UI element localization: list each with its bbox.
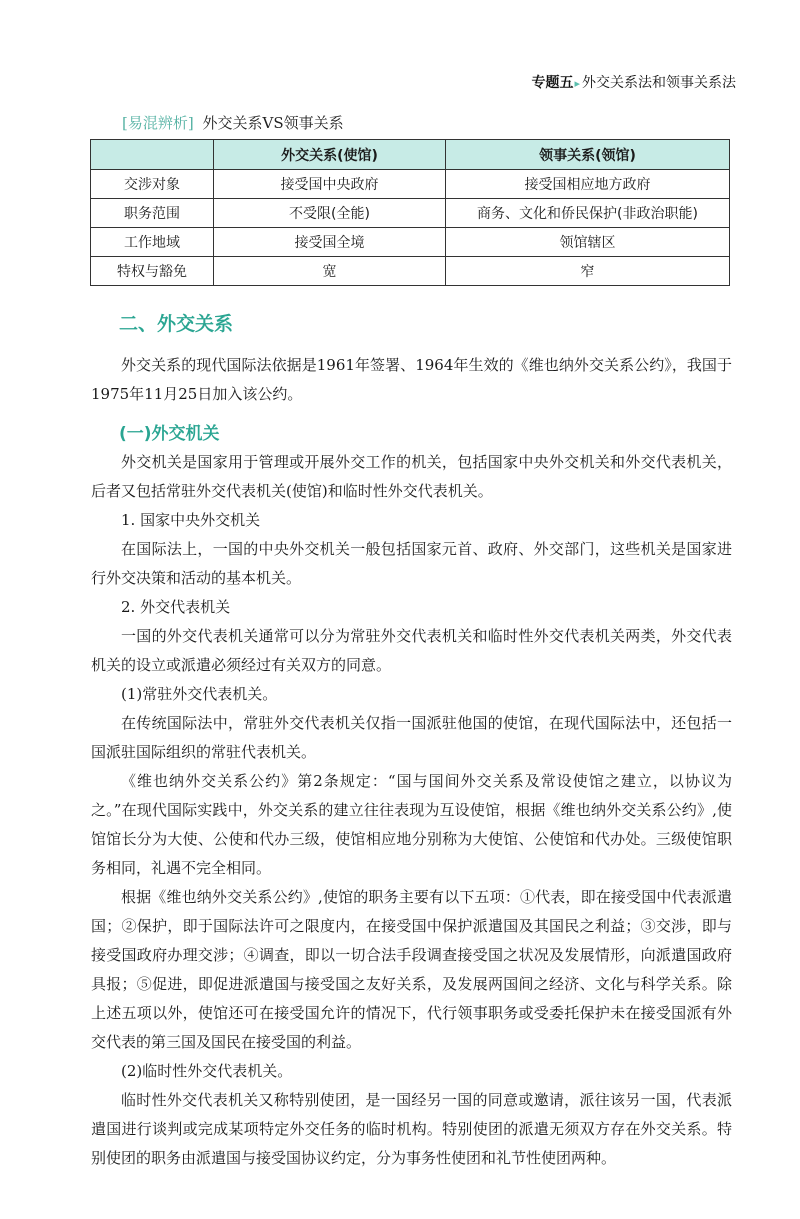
- tip-tag: [易混辨析]: [122, 114, 194, 132]
- table-cell: 领馆辖区: [446, 228, 730, 257]
- table-cell: 工作地域: [91, 228, 214, 257]
- table-header-cell: [91, 140, 214, 170]
- table-row: [91, 228, 730, 257]
- chapter-title: 外交关系法和领事关系法: [582, 75, 736, 91]
- table-header-cell: 外交关系(使馆): [214, 140, 446, 170]
- item-heading: (2)临时性外交代表机关。: [121, 1062, 293, 1080]
- table-cell: 不受限(全能): [214, 199, 446, 228]
- table-cell: 商务、文化和侨民保护(非政治职能): [446, 199, 730, 228]
- tip-title: 外交关系VS领事关系: [202, 114, 344, 132]
- chevron-icon: ▸: [574, 77, 580, 90]
- paragraph: 外交机关是国家用于管理或开展外交工作的机关，包括国家中央外交机关和外交代表机关，后者又包括常驻外交代表机关(使馆)和临时性外交代表机关。: [91, 453, 732, 500]
- item-heading: (1)常驻外交代表机关。: [121, 685, 278, 703]
- table-cell: 交涉对象: [91, 170, 214, 199]
- paragraph: 临时性外交代表机关又称特别使团，是一国经另一国的同意或邀请，派往该另一国，代表派遣国进行谈判或完成某项特定外交任务的临时机构。特别使团的派遣无须双方存在外交关系。特别使团的职务由派遣国与接受国协议约定，分为事务性使团和礼节性使团两种。: [91, 1091, 732, 1167]
- paragraph: 《维也纳外交关系公约》第2条规定：“国与国间外交关系及常设使馆之建立，以协议为之。”在现代国际实践中，外交关系的建立往往表现为互设使馆，根据《维也纳外交关系公约》,使馆馆长分为大使、公使和代办三级，使馆相应地分别称为大使馆、公使馆和代办处。三级使馆职务相同，礼遇不完全相同。: [91, 772, 732, 877]
- table-header-cell: 领事关系(领馆): [446, 140, 730, 170]
- comparison-table: [90, 139, 730, 286]
- subsection-heading: (一)外交机关: [119, 424, 220, 444]
- table-row: [91, 170, 730, 199]
- table-row: [91, 257, 730, 286]
- paragraph: 在国际法上，一国的中央外交机关一般包括国家元首、政府、外交部门，这些机关是国家进行外交决策和活动的基本机关。: [91, 540, 732, 587]
- paragraph: 一国的外交代表机关通常可以分为常驻外交代表机关和临时性外交代表机关两类，外交代表机关的设立或派遣必须经过有关双方的同意。: [91, 627, 732, 674]
- body-content: [91, 309, 732, 1173]
- running-header: [531, 72, 736, 92]
- table-cell: 特权与豁免: [91, 257, 214, 286]
- tip-line: [122, 112, 344, 133]
- section-heading: 二、外交关系: [119, 313, 234, 335]
- chapter-label: 专题五: [531, 75, 574, 91]
- paragraph: 根据《维也纳外交关系公约》,使馆的职务主要有以下五项：①代表，即在接受国中代表派遣国；②保护，即于国际法许可之限度内，在接受国中保护派遣国及其国民之利益；③交涉，即与接受国政府办理交涉；④调查，即以一切合法手段调查接受国之状况及发展情形，向派遣国政府具报；⑤促进，即促进派遣国与接受国之友好关系，及发展两国间之经济、文化与科学关系。除上述五项以外，使馆还可在接受国允许的情况下，代行领事职务或受委托保护未在接受国派有外交代表的第三国及国民在接受国的利益。: [91, 888, 732, 1051]
- table-cell: 接受国全境: [214, 228, 446, 257]
- table-row: [91, 199, 730, 228]
- item-heading: 2. 外交代表机关: [121, 598, 231, 616]
- table-cell: 职务范围: [91, 199, 214, 228]
- paragraph: 在传统国际法中，常驻外交代表机关仅指一国派驻他国的使馆，在现代国际法中，还包括一国派驻国际组织的常驻代表机关。: [91, 714, 732, 761]
- table-header-row: [91, 140, 730, 170]
- table-cell: 宽: [214, 257, 446, 286]
- table-cell: 窄: [446, 257, 730, 286]
- item-heading: 1. 国家中央外交机关: [121, 511, 261, 529]
- table-cell: 接受国相应地方政府: [446, 170, 730, 199]
- table-cell: 接受国中央政府: [214, 170, 446, 199]
- paragraph: 外交关系的现代国际法依据是1961年签署、1964年生效的《维也纳外交关系公约》，我国于1975年11月25日加入该公约。: [91, 356, 732, 403]
